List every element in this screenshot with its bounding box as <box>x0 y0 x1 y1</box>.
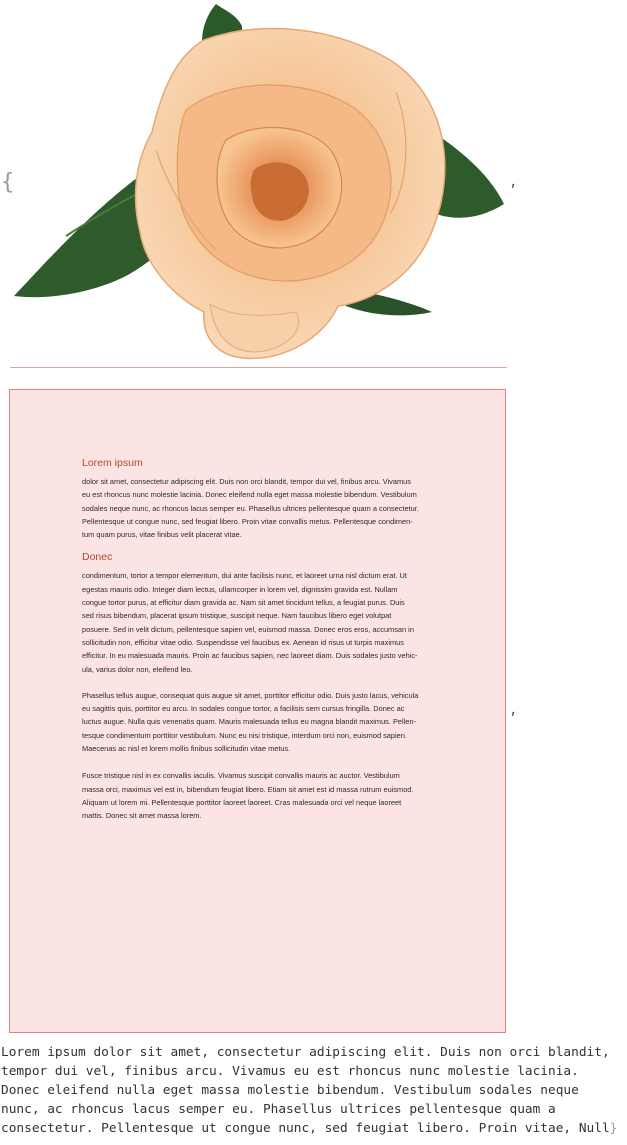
rose-illustration <box>6 0 506 368</box>
text-line: Pellentesque ut congue nunc, sed feugiat libero. Proin vitae convallis metus. Pellentesque condimen- <box>82 516 413 526</box>
text-line: Aliquam ut lorem mi. Pellentesque porttitor laoreet laoreet. Cras malesuada orci vel neque laoreet <box>82 797 402 807</box>
text-line: efficitur. In eu malesuada mauris. Proin ac faucibus sapien, nec laoreet diam. Duis sodales justo vehic- <box>82 651 418 661</box>
list-separator: , <box>509 174 518 190</box>
text-line: mattis. Donec sit amet massa lorem. <box>82 811 202 821</box>
text-line: ula, varius dolor non, eleifend leo. <box>82 664 193 674</box>
text-line: egestas mauris odio. Integer diam lectus, ullamcorper in lorem vel, dignissim gravida est. Nullam <box>82 584 398 594</box>
text-line: dolor sit amet, consectetur adipiscing elit. Duis non orci blandit, tempor dui vel, finibus arcu. Vivamus <box>82 477 411 486</box>
section-heading: Donec <box>82 551 113 564</box>
text-line: tum quam purus, vitae finibus velit placerat vitae. <box>82 530 242 540</box>
output-line: tempor dui vel, finibus arcu. Vivamus eu est rhoncus nunc molestie lacinia. <box>1 1064 579 1079</box>
text-line: tesque condimentum porttitor vestibulum. Nunc eu nisi tristique, interdum orci non, euismod sapien. <box>82 730 407 740</box>
list-open-brace: { <box>1 170 15 195</box>
output-line: Donec eleifend nulla eget massa molestie bibendum. Vestibulum sodales neque <box>1 1083 579 1098</box>
text-line: condimentum, tortor a tempor elementum, dui ante facilisis nunc, et laoreet urna nisl dictum erat. Ut <box>82 571 407 581</box>
text-line: posuere. Sed in velit dictum, pellentesque sapien vel, euismod massa. Donec eros eros, accumsan in <box>82 624 414 634</box>
text-line: Fusce tristique nisl in ex convallis iaculis. Vivamus suscipit convallis mauris ac auctor. Vestibulum <box>82 771 400 781</box>
text-line: eu est rhoncus nunc molestie lacinia. Donec eleifend nulla eget massa molestie bibendum. Vestibulum <box>82 490 417 500</box>
list-close-brace: } <box>609 1121 618 1136</box>
divider <box>10 367 507 368</box>
rose-image <box>6 0 506 368</box>
text-line: sodales neque nunc, ac rhoncus lacus semper eu. Phasellus ultrices pellentesque quam a consectetur. <box>82 503 419 513</box>
output-line: Lorem ipsum dolor sit amet, consectetur adipiscing elit. Duis non orci blandit, <box>1 1045 610 1060</box>
text-line: Maecenas ac nisl et lorem mollis finibus sollicitudin vitae metus. <box>82 744 291 754</box>
section-heading: Lorem ipsum <box>82 457 143 469</box>
document-content <box>82 457 460 823</box>
output-line: nunc, ac rhoncus lacus semper eu. Phasellus ultrices pellentesque quam a <box>1 1102 556 1117</box>
text-line: luctus augue. Nulla quis venenatis quam. Mauris malesuada tellus eu magna blandit maximus. Pellen- <box>82 717 416 727</box>
text-line: sed risus bibendum, placerat ipsum tristique, suscipit neque. Nam faucibus libero eget volutpat <box>82 611 392 621</box>
list-separator: , <box>509 702 518 718</box>
text-line: Phasellus tellus augue, consequat quis augue sit amet, porttitor efficitur odio. Duis justo lacus, vehicula <box>82 690 419 700</box>
text-line: eu sagittis quis, porttitor eu arcu. In sodales congue tortor, a facilisis sem cursus fringilla. Donec ac <box>82 704 405 714</box>
body-paragraph <box>82 769 460 822</box>
text-line: sollicitudin non, efficitur vitae odio. Suspendisse vel faucibus ex. Aenean id risus ut turpis maximus <box>82 637 404 647</box>
text-line: congue tortor purus, at efficitur diam gravida ac. Nam sit amet tincidunt tellus, a feugiat purus. Duis <box>82 598 405 608</box>
section-paragraph <box>82 475 460 541</box>
body-paragraph <box>82 689 460 755</box>
output-line <box>1 1119 627 1138</box>
plain-text-output <box>1 1043 627 1138</box>
null-value: Null <box>578 1121 610 1136</box>
output-line-text: consectetur. Pellentesque ut congue nunc, sed feugiat libero. Proin vitae, <box>1 1121 572 1136</box>
text-line: massa orci, maximus vel est in, bibendum feugiat libero. Etiam sit amet est id massa rutrum euismod. <box>82 784 414 794</box>
section-paragraph <box>82 569 460 675</box>
document-page <box>9 389 506 1033</box>
